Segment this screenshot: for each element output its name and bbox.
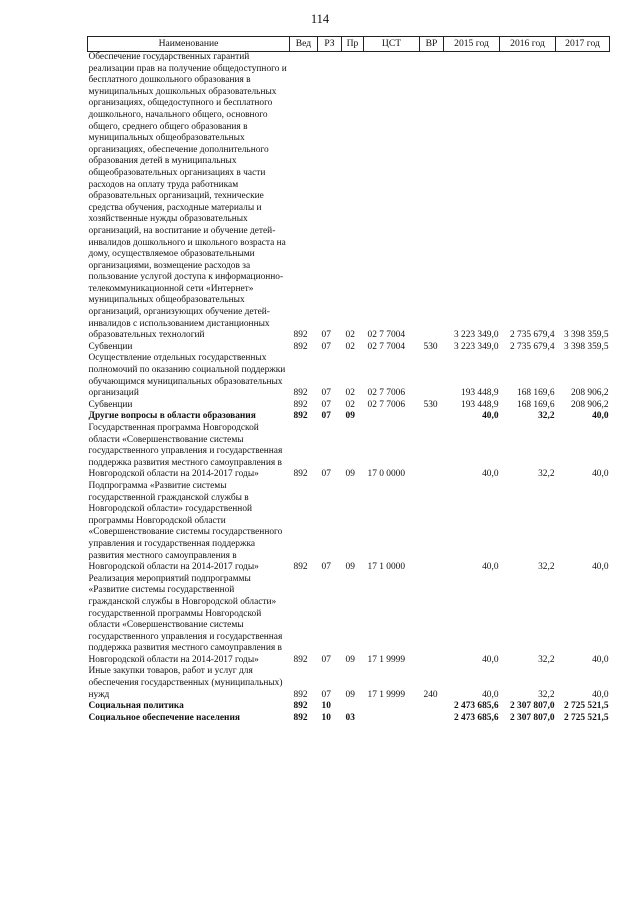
cell-vr [420,701,444,713]
table-row [88,713,610,725]
cell-vr [420,713,444,725]
cell-rz: 07 [321,689,331,700]
cell-2015: 40,0 [482,654,499,665]
cell-2017: 208 906,2 [571,399,609,410]
header-name: Наименование [88,37,290,52]
cell-ved: 892 [293,330,308,341]
cell-pr: 02 [345,388,355,399]
table-row [88,353,610,399]
cell-2017: 40,0 [592,689,609,700]
cell-2016: 2 735 679,4 [509,330,555,341]
table-row [88,481,610,574]
table-row [88,342,610,354]
cell-ved: 892 [293,712,308,723]
cell-2015: 40,0 [482,689,499,700]
cell-2016: 168 169,6 [517,399,555,410]
cell-2015: 40,0 [482,469,499,480]
cell-vr [420,52,444,342]
cell-2017: 3 398 359,5 [563,341,609,352]
cell-name: Другие вопросы в области образования [88,411,256,422]
cell-2017: 40,0 [592,562,609,573]
cell-2016: 32,2 [538,562,555,573]
cell-2015: 2 473 685,6 [453,712,499,723]
cell-2016: 2 307 807,0 [509,712,555,723]
cell-name: Подпрограмма «Развитие системы государственной гражданской службы в Новгородской области» государственной программы Новгородской области «Совершенствование системы государственного управления и государственная поддержка развития местного самоуправления в Новгородской области на 2014-2017 годы» [88,480,283,573]
table-row [88,574,610,667]
cell-cst [364,701,420,713]
cell-pr: 03 [345,712,355,723]
cell-2016: 32,2 [538,689,555,700]
cell-2015: 2 473 685,6 [453,701,499,712]
cell-pr: 09 [345,654,355,665]
cell-vr [420,574,444,667]
cell-2017: 2 725 521,5 [563,701,609,712]
cell-2016: 32,2 [538,654,555,665]
page-number: 114 [310,12,330,26]
header-ved: Вед [290,37,318,52]
cell-vr: 240 [423,689,438,700]
cell-vr [420,481,444,574]
cell-name: Реализация мероприятий подпрограммы «Развитие системы государственной гражданской службы в Новгородской области» государственной программы Новгородской области «Совершенствование системы государственного управления и государственная поддержка развития местного самоуправления в Новгородской области на 2014-2017 годы» [88,573,283,665]
cell-cst: 17 1 0000 [367,562,405,573]
cell-ved: 892 [293,399,308,410]
cell-2016: 2 307 807,0 [509,701,555,712]
cell-name: Государственная программа Новгородской области «Совершенствование системы государственного управления и государственная поддержка развития местного самоуправления в Новгородской области на 2014-2017 годы» [88,423,283,480]
cell-cst: 02 7 7004 [367,330,405,341]
table-body [88,52,610,725]
table-row [88,701,610,713]
cell-rz: 07 [321,330,331,341]
cell-2015: 193 448,9 [461,399,499,410]
cell-2017: 40,0 [592,411,609,422]
cell-cst: 02 7 7006 [367,388,405,399]
header-pr: Пр [342,37,364,52]
cell-ved: 892 [293,654,308,665]
header-rz: РЗ [318,37,342,52]
cell-pr: 09 [345,469,355,480]
cell-pr: 09 [345,689,355,700]
cell-ved: 892 [293,701,308,712]
cell-name: Социальная политика [88,701,184,712]
table-row [88,666,610,701]
cell-pr: 02 [345,399,355,410]
cell-rz: 07 [321,562,331,573]
cell-2016: 2 735 679,4 [509,341,555,352]
cell-2017: 2 725 521,5 [563,712,609,723]
cell-name: Иные закупки товаров, работ и услуг для обеспечения государственных (муниципальных) нужд [88,666,283,700]
header-2017: 2017 год [556,37,610,52]
cell-name: Субвенции [88,399,133,410]
cell-pr: 02 [345,341,355,352]
cell-vr [420,423,444,481]
cell-rz: 10 [321,712,331,723]
cell-vr [420,411,444,423]
header-2015: 2015 год [444,37,500,52]
cell-pr: 09 [345,562,355,573]
header-vr: ВР [420,37,444,52]
table-row [88,411,610,423]
table-header [88,37,610,52]
cell-cst: 17 1 9999 [367,689,405,700]
cell-2017: 3 398 359,5 [563,330,609,341]
cell-cst: 02 7 7004 [367,341,405,352]
cell-name: Социальное обеспечение населения [88,712,240,723]
cell-2015: 3 223 349,0 [453,330,499,341]
header-2016: 2016 год [500,37,556,52]
cell-2017: 40,0 [592,654,609,665]
table-row [88,423,610,481]
cell-vr: 530 [423,341,438,352]
table-row [88,52,610,342]
table-row [88,400,610,412]
cell-2015: 40,0 [482,562,499,573]
cell-ved: 892 [293,469,308,480]
cell-ved: 892 [293,388,308,399]
cell-2015: 40,0 [482,411,499,422]
cell-cst [364,411,420,423]
cell-rz: 07 [321,341,331,352]
cell-name: Субвенции [88,341,133,352]
cell-2015: 193 448,9 [461,388,499,399]
cell-2016: 168 169,6 [517,388,555,399]
cell-2016: 32,2 [538,411,555,422]
cell-cst: 17 0 0000 [367,469,405,480]
budget-table [87,36,610,724]
cell-2015: 3 223 349,0 [453,341,499,352]
cell-rz: 07 [321,469,331,480]
cell-vr [420,353,444,399]
cell-rz: 10 [321,701,331,712]
cell-vr: 530 [423,399,438,410]
cell-ved: 892 [293,562,308,573]
cell-rz: 07 [321,654,331,665]
cell-ved: 892 [293,341,308,352]
cell-rz: 07 [321,388,331,399]
header-cst: ЦСТ [364,37,420,52]
cell-2017: 208 906,2 [571,388,609,399]
cell-2017: 40,0 [592,469,609,480]
cell-2016: 32,2 [538,469,555,480]
cell-ved: 892 [293,411,308,422]
cell-name: Осуществление отдельных государственных полномочий по оказанию социальной поддержки обучающимся муниципальных образовательных организаций [88,353,286,399]
cell-pr [342,701,364,713]
cell-cst: 02 7 7006 [367,399,405,410]
cell-cst: 17 1 9999 [367,654,405,665]
cell-rz: 07 [321,399,331,410]
cell-ved: 892 [293,689,308,700]
cell-rz: 07 [321,411,331,422]
cell-pr: 09 [345,411,355,422]
cell-pr: 02 [345,330,355,341]
cell-cst [364,713,420,725]
cell-name: Обеспечение государственных гарантий реализации прав на получение общедоступного и бесплатного дошкольного образования в муниципальных дошкольных образовательных организациях, общедоступного и бесплатного дошкольного, начального общего, основного общего, среднего общего образования в муниципальных общеобразовательных организациях, обеспечение дополнительного образования детей в муниципальных общеобразовательных организациях в части расходов на оплату труда работникам образовательных организаций, технические средства обучения, расходные материалы и хозяйственные нужды образовательных организаций, на воспитание и обучение детей-инвалидов дошкольного и школьного возраста на дому, осуществляемое образовательными организациями, возмещение расходов за пользование услугой доступа к информационно-телекоммуникационной сети «Интернет» муниципальных общеобразовательных организаций, организующих обучение детей-инвалидов с использованием дистанционных образовательных технологий [88,52,287,341]
